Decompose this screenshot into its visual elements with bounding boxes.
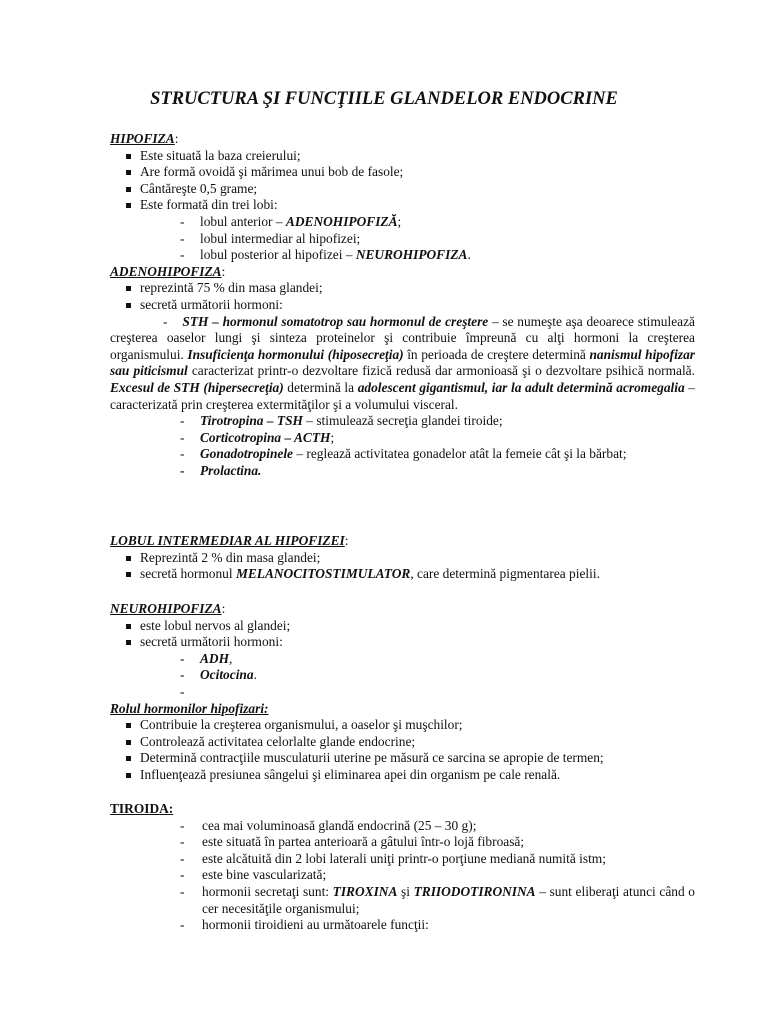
heading-hipofiza: HIPOFIZA:: [110, 131, 179, 146]
list-item: - Gonadotropinele – reglează activitatea gonadelor atât la femeie cât şi la bărbat;: [180, 446, 627, 462]
list-item: secretă următorii hormoni:: [110, 634, 695, 651]
heading-rolul-hormonilor: Rolul hormonilor hipofizari:: [110, 700, 269, 716]
list-item: - este bine vascularizată;: [180, 867, 327, 883]
list-item: - Prolactina.: [180, 462, 262, 478]
list-item: - este situată în partea anterioară a gâtului într-o lojă fibroasă;: [180, 834, 525, 850]
list-item: este lobul nervos al glandei;: [110, 618, 695, 635]
list-item: -: [180, 683, 185, 699]
list-item: - ADH,: [180, 650, 233, 666]
list-item: Reprezintă 2 % din masa glandei;: [110, 550, 695, 567]
list-item: - lobul intermediar al hipofizei;: [180, 230, 361, 246]
list-item: Controlează activitatea celorlalte glande endocrine;: [110, 734, 695, 751]
list-item: - hormonii tiroidieni au următoarele funcţii:: [180, 917, 429, 933]
list-item: Este formată din trei lobi:: [110, 197, 695, 214]
list-item: Are formă ovoidă şi mărimea unui bob de fasole;: [110, 164, 695, 181]
list-item: - lobul anterior – ADENOHIPOFIZĂ;: [180, 213, 402, 229]
list-item: secretă hormonul MELANOCITOSTIMULATOR, care determină pigmentarea pielii.: [110, 566, 695, 583]
heading-adenohipofiza: ADENOHIPOFIZA:: [110, 263, 226, 279]
list-item: Determină contracţiile musculaturii uterine pe măsură ce sarcina se apropie de termen;: [110, 750, 695, 767]
list-item: - cea mai voluminoasă glandă endocrină (25 – 30 g);: [180, 817, 477, 833]
list-item: reprezintă 75 % din masa glandei;: [110, 280, 695, 297]
paragraph-sth: - STH – hormonul somatotrop sau hormonul de creştere – se numeşte aşa deoarece stimulează creşterea oaselor lungi şi sinteza proteinelor şi contribuie împreună cu alţi hormoni la creşterea organismului. Insuficienţa hormonului (hiposecreţia) în perioada de creştere determină nanismul hipofizar sau piticismul caracterizat printr-o dezvoltare fizică redusă dar armonioasă şi o dezvoltare psihică normală. Excesul de STH (hipersecreţia) determină la adolescent gigantismul, iar la adult determină acromegalia – caracterizată prin creşterea extermităţilor şi a volumului visceral.: [110, 313, 695, 412]
list-item: - Tirotropina – TSH – stimulează secreţia glandei tiroide;: [180, 413, 503, 429]
list-item: - este alcătuită din 2 lobi laterali uniţi printr-o porţiune mediană numită istm;: [180, 850, 606, 866]
heading-neurohipofiza: NEUROHIPOFIZA:: [110, 601, 226, 616]
list-item: secretă următorii hormoni:: [110, 297, 695, 314]
section-tiroida: [110, 801, 695, 934]
list-item: - Corticotropina – ACTH;: [180, 429, 335, 445]
section-lobul-intermediar: [110, 533, 695, 583]
page-title: STRUCTURA ŞI FUNCŢIILE GLANDELOR ENDOCRINE: [150, 89, 618, 109]
list-item: - lobul posterior al hipofizei – NEUROHIPOFIZA.: [180, 247, 471, 263]
list-item: Contribuie la creşterea organismului, a oaselor şi muşchilor;: [110, 717, 695, 734]
list-item: Influenţează presiunea sângelui şi eliminarea apei din organism pe cale renală.: [110, 767, 695, 784]
list-item: Este situată la baza creierului;: [110, 148, 695, 165]
heading-tiroida: TIROIDA:: [110, 801, 174, 816]
list-item: - Ocitocina.: [180, 667, 257, 683]
section-neurohipofiza: [110, 601, 695, 784]
section-hipofiza: [110, 131, 695, 479]
list-item: - hormonii secretaţi sunt: TIROXINA şi TRIIODOTIRONINA – sunt eliberaţi atunci când o cer necesităţile organismului;: [180, 883, 695, 916]
heading-lobul-intermediar: LOBUL INTERMEDIAR AL HIPOFIZEI:: [110, 533, 349, 548]
list-item: Cântăreşte 0,5 grame;: [110, 181, 695, 198]
